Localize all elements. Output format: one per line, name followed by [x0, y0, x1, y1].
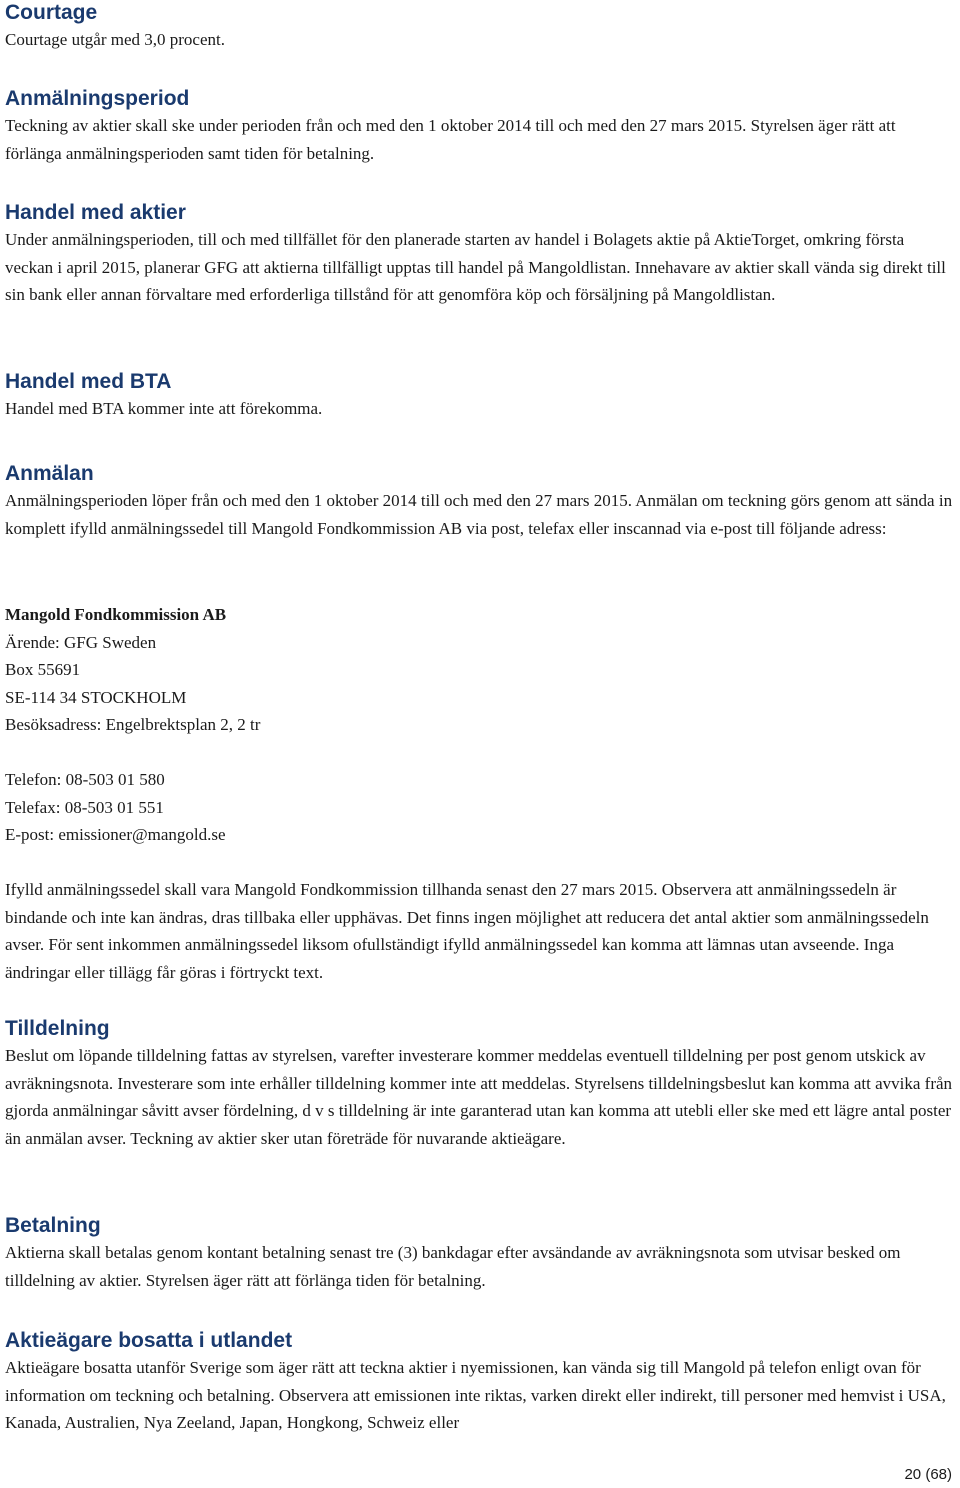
address-box: Box 55691 — [5, 660, 81, 679]
section-body: Handel med BTA kommer inte att förekomma. — [5, 399, 323, 418]
section-betalning — [5, 1213, 953, 1294]
section-heading: Anmälan — [5, 462, 94, 485]
page-number: 20 (68) — [904, 1466, 952, 1483]
section-heading: Aktieägare bosatta i utlandet — [5, 1329, 293, 1352]
section-courtage — [5, 0, 953, 54]
section-heading: Courtage — [5, 1, 98, 24]
section-handel-med-bta — [5, 369, 953, 423]
section-aktieagare-utlandet — [5, 1328, 953, 1437]
contact-email[interactable]: E-post: emissioner@mangold.se — [5, 825, 226, 844]
address-visit: Besöksadress: Engelbrektsplan 2, 2 tr — [5, 715, 261, 734]
contact-fax: Telefax: 08-503 01 551 — [5, 797, 164, 817]
address-company: Mangold Fondkommission AB — [5, 605, 227, 624]
contact-block — [5, 766, 953, 849]
section-heading: Betalning — [5, 1214, 101, 1237]
section-heading: Handel med aktier — [5, 201, 186, 224]
address-city: SE-114 34 STOCKHOLM — [5, 687, 187, 707]
section-handel-med-aktier — [5, 200, 953, 309]
section-tilldelning — [5, 1016, 953, 1152]
section-body: Under anmälningsperioden, till och med tillfället för den planerade starten av handel i Bolagets aktie på AktieTorget, omkring första veckan i april 2015, planerar GFG att aktierna tillfälligt upptas till handel på Mangoldlistan. Innehavare av aktier skall vända sig direkt till sin bank eller annan förvaltare med erforderliga tillstånd för att genomföra köp och försäljning på Mangoldlistan. — [5, 230, 946, 304]
section-heading: Tilldelning — [5, 1017, 110, 1040]
section-body: Aktieägare bosatta utanför Sverige som äger rätt att teckna aktier i nyemissionen, kan vända sig till Mangold på telefon enligt ovan för information om teckning och betalning. Observera att emissionen inte riktas, varken direkt eller indirekt, till personer med hemvist i USA, Kanada, Australien, Nya Zeeland, Japan, Hongkong, Schweiz eller — [5, 1358, 946, 1432]
anmalan-note-text: Ifylld anmälningssedel skall vara Mangold Fondkommission tillhanda senast den 27 mars 2015. Observera att anmälningssedeln är bindande och inte kan ändras, dras tillbaka eller upphävas. Det finns ingen möjlighet att reducera det antal aktier som anmälningssedeln avser. För sent inkommen anmälningssedel liksom ofullständigt ifylld anmälningssedel kan komma att lämnas utan avseende. Inga ändringar eller tillägg får göras i förtryckt text. — [5, 880, 929, 982]
section-anmalningsperiod — [5, 86, 953, 167]
section-anmalan — [5, 461, 953, 542]
section-body: Beslut om löpande tilldelning fattas av styrelsen, varefter investerare kommer meddelas eventuell tilldelning per post genom utskick av avräkningsnota. Investerare som inte erhåller tilldelning kommer inte att meddelas. Styrelsens tilldelningsbeslut kan komma att avvika från gjorda anmälningar såvitt avser fördelning, d v s tilldelning är inte garanterad utan kan komma att utebli eller ske med ett lägre antal poster än anmälan avser. Teckning av aktier sker utan företräde för nuvarande aktieägare. — [5, 1046, 953, 1148]
section-body: Teckning av aktier skall ske under perioden från och med den 1 oktober 2014 till och med den 27 mars 2015. Styrelsen äger rätt att förlänga anmälningsperioden samt tiden för betalning. — [5, 116, 896, 163]
section-body: Aktierna skall betalas genom kontant betalning senast tre (3) bankdagar efter avsändande av avräkningsnota som utvisar besked om tilldelning av aktier. Styrelsen äger rätt att förlänga tiden för betalning. — [5, 1243, 901, 1290]
section-body: Courtage utgår med 3,0 procent. — [5, 30, 225, 49]
address-block — [5, 601, 953, 739]
section-body: Anmälningsperioden löper från och med den 1 oktober 2014 till och med den 27 mars 2015. Anmälan om teckning görs genom att sända in komplett ifylld anmälningssedel till Mangold Fondkommission AB via post, telefax eller inscannad via e-post till följande adress: — [5, 491, 953, 538]
address-reference: Ärende: GFG Sweden — [5, 632, 157, 652]
section-heading: Anmälningsperiod — [5, 87, 190, 110]
anmalan-note — [5, 876, 953, 986]
section-heading: Handel med BTA — [5, 370, 172, 393]
contact-phone: Telefon: 08-503 01 580 — [5, 770, 165, 789]
